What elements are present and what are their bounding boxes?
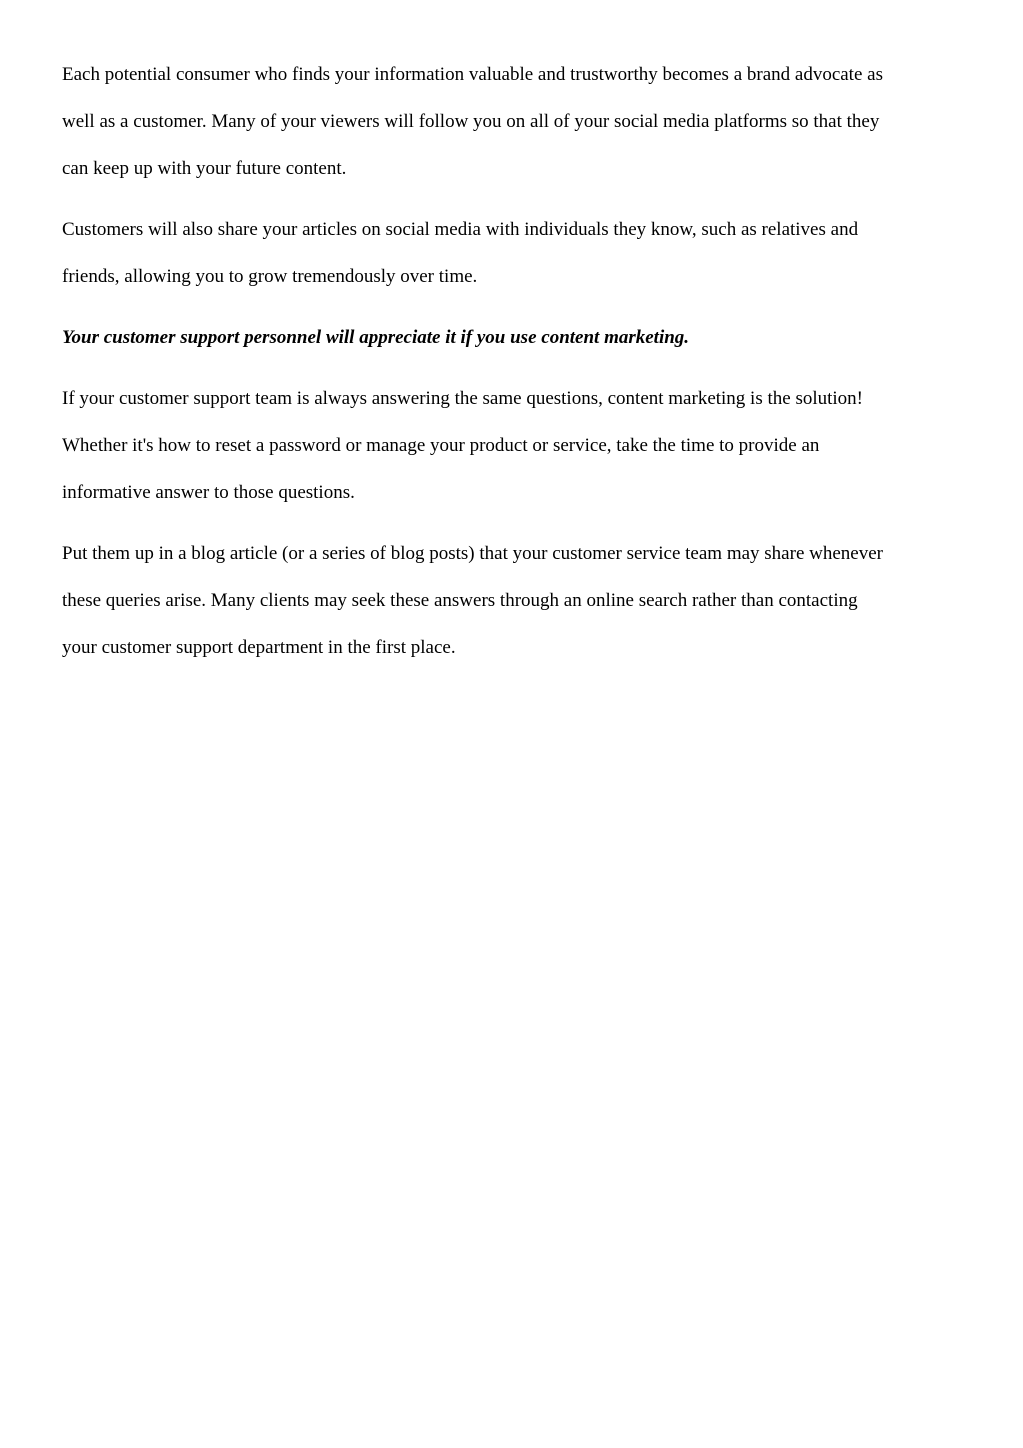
text-line: these queries arise. Many clients may seek these answers through an online search rather than contacting <box>62 590 858 611</box>
text-line: Each potential consumer who finds your information valuable and trustworthy becomes a brand advocate as <box>62 64 883 85</box>
document-body <box>62 51 962 671</box>
text-line: Whether it's how to reset a password or manage your product or service, take the time to provide an <box>62 435 820 456</box>
text-line: can keep up with your future content. <box>62 158 347 179</box>
text-line: If your customer support team is always answering the same questions, content marketing is the solution! <box>62 388 863 409</box>
text-line: your customer support department in the first place. <box>62 637 456 658</box>
section-heading <box>62 314 962 361</box>
paragraph-share-articles <box>62 206 962 300</box>
paragraph-brand-advocate <box>62 51 962 192</box>
heading-text: Your customer support personnel will appreciate it if you use content marketing. <box>62 327 690 348</box>
text-line: Put them up in a blog article (or a series of blog posts) that your customer service team may share whenever <box>62 543 883 564</box>
text-line: well as a customer. Many of your viewers will follow you on all of your social media platforms so that they <box>62 111 880 132</box>
text-line: Customers will also share your articles on social media with individuals they know, such as relatives and <box>62 219 859 240</box>
paragraph-blog-posts <box>62 530 962 671</box>
text-line: friends, allowing you to grow tremendously over time. <box>62 266 478 287</box>
paragraph-support-questions <box>62 375 962 516</box>
text-line: informative answer to those questions. <box>62 482 355 503</box>
